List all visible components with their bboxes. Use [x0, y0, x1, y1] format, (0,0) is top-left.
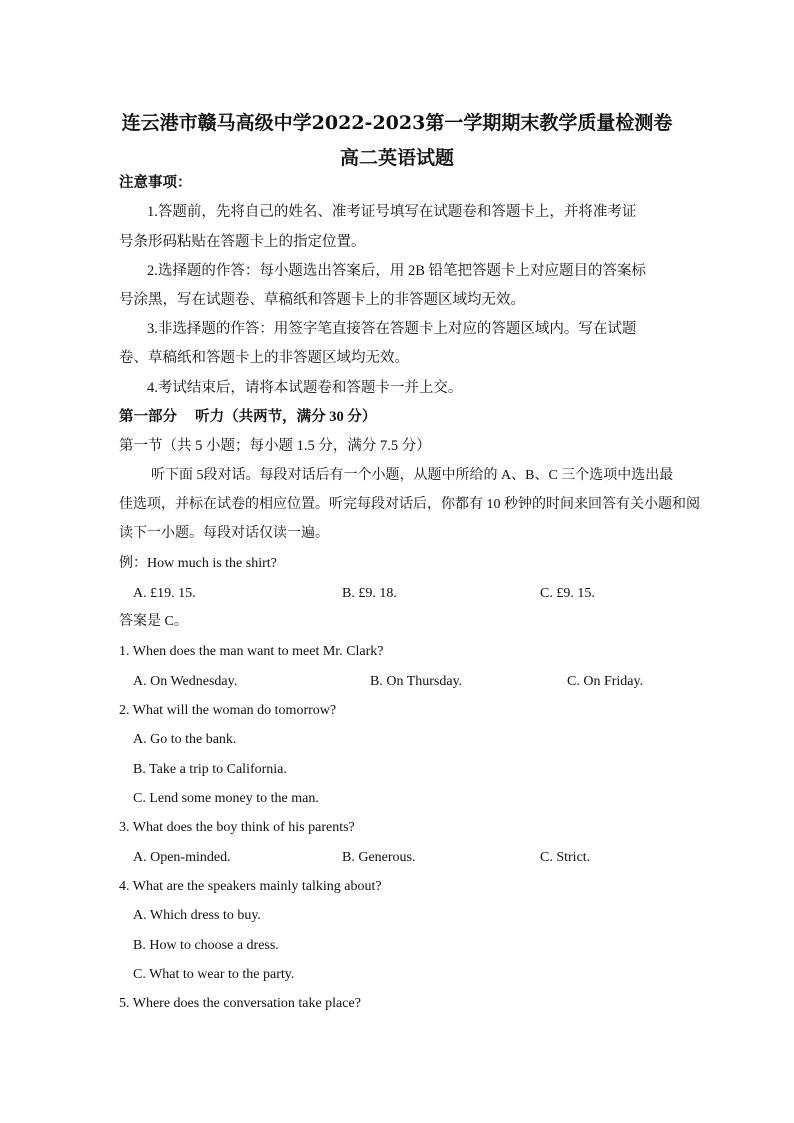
example-answer: 答案是 C。	[119, 614, 188, 629]
example-option-b: B. £9. 18.	[342, 586, 397, 601]
question-4-stem: 4. What are the speakers mainly talking about?	[119, 879, 382, 894]
question-1-option-c: C. On Friday.	[567, 674, 644, 689]
example-option-c: C. £9. 15.	[540, 586, 595, 601]
instructions-line-2: 佳选项，并标在试卷的相应位置。听完每段对话后，你都有 10 秒钟的时间来回答有关小题和阅	[119, 497, 700, 512]
question-4-option-a: A. Which dress to buy.	[133, 908, 261, 923]
question-3-option-b: B. Generous.	[342, 850, 416, 865]
question-5-stem: 5. Where does the conversation take place?	[119, 996, 361, 1011]
question-4-option-b: B. How to choose a dress.	[133, 938, 279, 953]
question-1-option-b: B. On Thursday.	[370, 674, 463, 689]
question-1-stem: 1. When does the man want to meet Mr. Clark?	[119, 644, 384, 659]
question-2-option-c: C. Lend some money to the man.	[133, 791, 319, 806]
instructions-line-1: 听下面 5段对话。每段对话后有一个小题，从题中所给的 A、B、C 三个选项中选出最	[151, 468, 674, 483]
example-question: 例：How much is the shirt?	[119, 556, 277, 571]
notice-line-6: 卷、草稿纸和答题卡上的非答题区域均无效。	[119, 350, 409, 366]
exam-subtitle: 高二英语试题	[339, 147, 454, 169]
notice-heading: 注意事项：	[119, 175, 192, 191]
instructions-line-3: 读下一小题。每段对话仅读一遍。	[119, 526, 329, 541]
notice-line-4: 号涂黑，写在试题卷、草稿纸和答题卡上的非答题区域均无效。	[119, 292, 525, 308]
question-2-option-a: A. Go to the bank.	[133, 732, 237, 747]
question-4-option-c: C. What to wear to the party.	[133, 967, 295, 982]
section1-heading: 第一节（共 5 小题；每小题 1.5 分，满分 7.5 分）	[119, 438, 431, 454]
question-3-option-c: C. Strict.	[540, 850, 591, 865]
exam-title: 连云港市赣马高级中学2022-2023第一学期期末教学质量检测卷	[121, 112, 673, 134]
question-3-stem: 3. What does the boy think of his parents?	[119, 820, 355, 835]
notice-line-5: 3.非选择题的作答：用签字笔直接答在答题卡上对应的答题区域内。写在试题	[147, 321, 637, 337]
notice-line-3: 2.选择题的作答：每小题选出答案后，用 2B 铅笔把答题卡上对应题目的答案标	[147, 263, 647, 279]
notice-line-1: 1.答题前，先将自己的姓名、准考证号填写在试题卷和答题卡上，并将准考证	[147, 204, 637, 220]
question-2-option-b: B. Take a trip to California.	[133, 762, 287, 777]
question-3-option-a: A. Open-minded.	[133, 850, 231, 865]
notice-line-7: 4.考试结束后，请将本试题卷和答题卡一并上交。	[147, 380, 463, 396]
question-2-stem: 2. What will the woman do tomorrow?	[119, 703, 337, 718]
question-1-option-a: A. On Wednesday.	[133, 674, 238, 689]
part1-heading: 第一部分 听力（共两节，满分 30 分）	[119, 409, 377, 425]
notice-line-2: 号条形码粘贴在答题卡上的指定位置。	[119, 234, 366, 250]
example-option-a: A. £19. 15.	[133, 586, 196, 601]
